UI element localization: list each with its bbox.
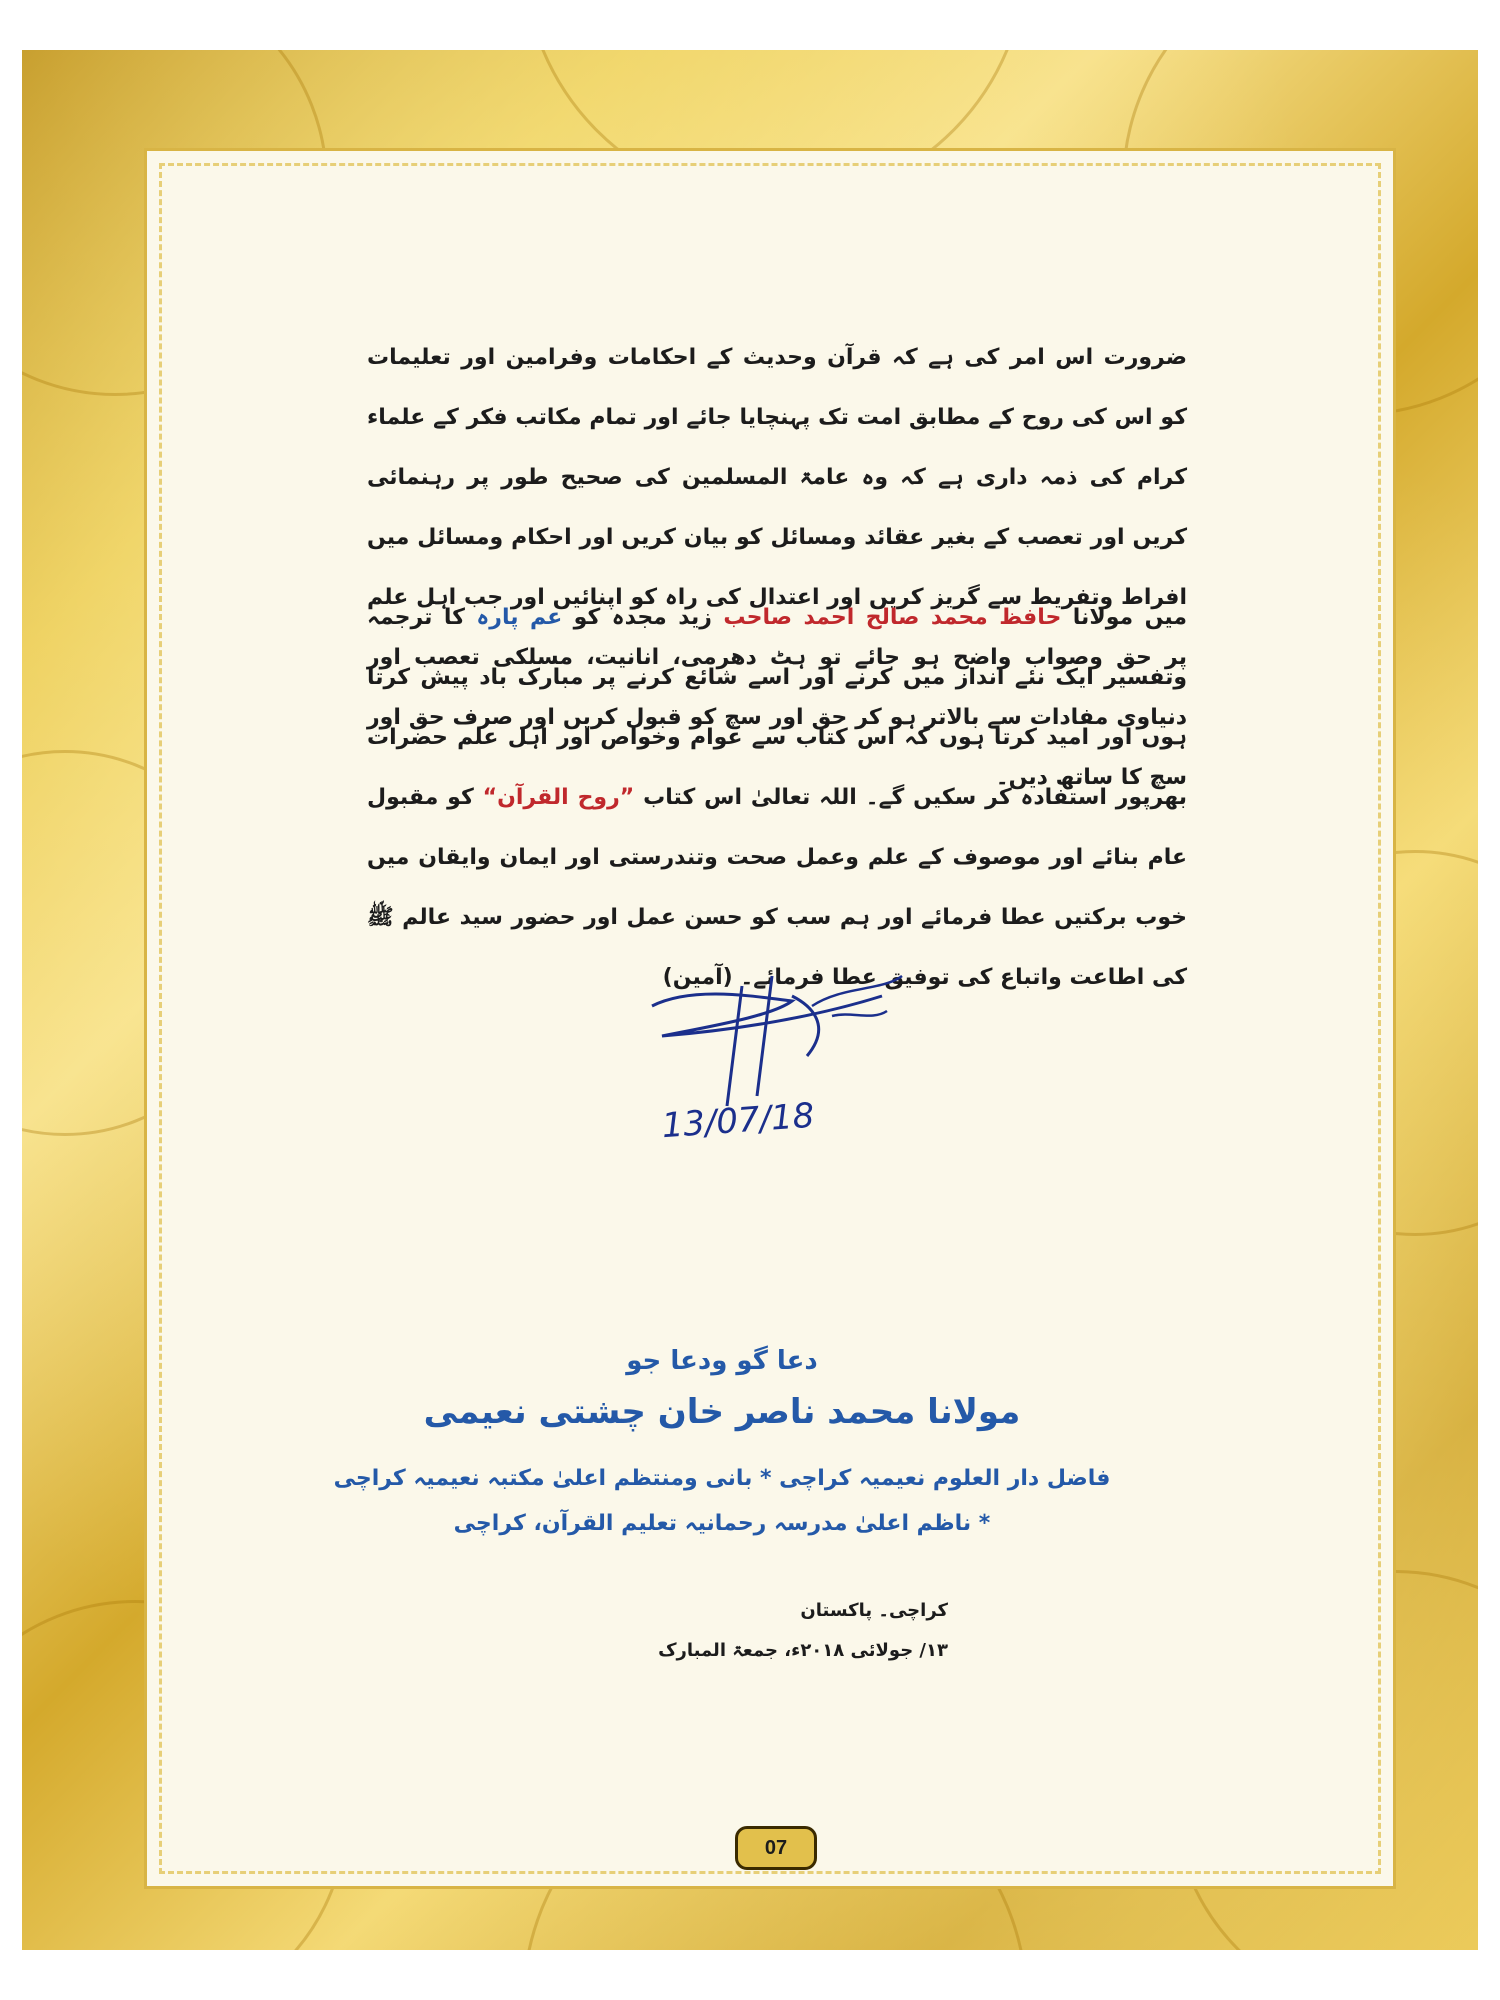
book-title-highlight: ”روح القرآن“: [482, 785, 635, 810]
place-date-block: [658, 1591, 948, 1671]
signatory-title-2: * ناظم اعلیٰ مدرسہ رحمانیہ تعلیم القرآن، کراچی: [453, 1511, 991, 1536]
dua-heading: دعا گو ودعا جو: [626, 1346, 818, 1376]
place-date: ۱۳/ جولائی ۲۰۱۸ء، جمعۃ المبارک: [658, 1640, 948, 1661]
author-name-highlight: حافظ محمد صالح احمد صاحب: [723, 605, 1062, 630]
place-city: کراچی۔ پاکستان: [800, 1600, 948, 1621]
paragraph-text: میں مولانا: [1061, 605, 1187, 630]
page-number-badge: 07: [735, 1826, 817, 1870]
paragraph-text: زید مجدہ کو: [562, 605, 724, 630]
congratulation-paragraph: [367, 588, 1187, 1008]
paper-page: [159, 163, 1381, 1874]
gold-border-frame: [22, 50, 1478, 1950]
paragraph-text: کو مقبول عام بنائے اور موصوف کے علم وعمل صحت وتندرستی اور ایمان وایقان میں خوب برکتیں عطا فرمائے اور ہم سب کو حسن عمل اور حضور سید عالم ﷺ کی اطاعت واتباع کی توفیق عطا فرمائے۔ (آمین): [367, 785, 1187, 990]
signature-date: 13/07/18: [660, 1095, 816, 1147]
amma-para-highlight: عم پارہ: [476, 605, 563, 630]
handwritten-signature: [632, 966, 932, 1166]
intro-paragraph: ضرورت اس امر کی ہے کہ قرآن وحدیث کے احکامات وفرامین اور تعلیمات کو اس کی روح کے مطابق امت تک پہنچایا جائے اور تمام مکاتب فکر کے علماء کرام کی ذمہ داری ہے کہ وہ عامۃ المسلمین کی صحیح طور پر رہنمائی کریں اور تعصب کے بغیر عقائد ومسائل کو بیان کریں اور احکام ومسائل میں افراط وتفریط سے گریز کریں اور اعتدال کی راہ کو اپنائیں اور جب اہل علم پر حق وصواب واضح ہو جائے تو ہٹ دھرمی، انانیت، مسلکی تعصب اور دنیاوی مفادات سے بالاتر ہو کر حق اور سچ کو قبول کریں اور صرف حق اور سچ کا ساتھ دیں۔: [367, 345, 1187, 790]
signatory-name: مولانا محمد ناصر خان چشتی نعیمی: [423, 1392, 1021, 1432]
paragraph-text: کا ترجمہ وتفسیر ایک نئے انداز میں کرنے اور اسے شائع کرنے پر مبارک باد پیش کرتا ہوں اور امید کرتا ہوں کہ اس کتاب سے عوام وخواص اور اہل علم حضرات بھرپور استفادہ کر سکیں گے۔ اللہ تعالیٰ اس کتاب: [367, 605, 1188, 810]
signatory-title-1: فاضل دار العلوم نعیمیہ کراچی * بانی ومنتظم اعلیٰ مکتبہ نعیمیہ کراچی: [333, 1466, 1111, 1491]
